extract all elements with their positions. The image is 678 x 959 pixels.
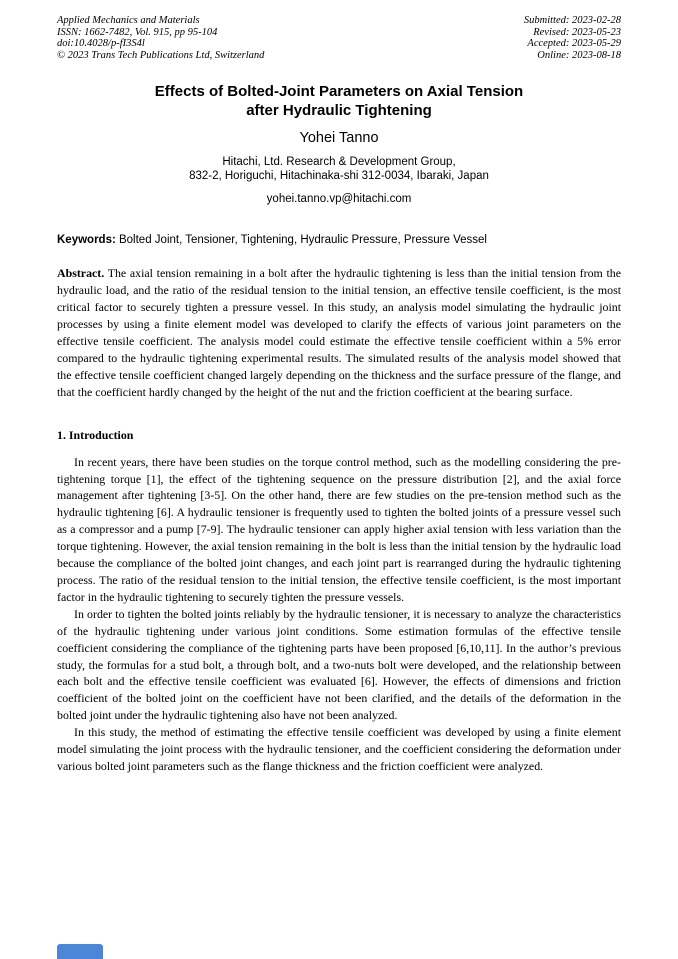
intro-paragraph-2: In order to tighten the bolted joints reliably by the hydraulic tensioner, it is necessary to analyze the characteristics of the hydraulic tightening under various joint conditions. Some estimation formulas of the effective tensile coefficient considering the compliance of the tightening parts have been proposed [6,10,11]. In the author’s previous study, the formulas for a stud bolt, a through bolt, and a two-nuts bolt were developed, and the relationship between each bolt and the effective tensile coefficient was evaluated [6]. However, the effects of dimensions and friction coefficient of the bolted joint on the coefficient have not been clarified, and the details of the deformation in the bolted joint under the hydraulic tightening also have not been analyzed.: [57, 606, 621, 723]
affiliation-line2: 832-2, Horiguchi, Hitachinaka-shi 312-0034, Ibaraki, Japan: [189, 170, 489, 183]
author-affiliation: [57, 155, 621, 183]
date-revised: Revised: 2023-05-23: [533, 26, 621, 38]
intro-paragraph-1: In recent years, there have been studies on the torque control method, such as the modelling considering the pre-tightening torque [1], the effect of the tightening sequence on the pressure distribution [2], and the axial force management after tightening [3-5]. On the other hand, there are few studies on the pre-tension method such as the hydraulic tightening [6]. A hydraulic tensioner is frequently used to tighten the bolted joints of a pressure vessel such as a compressor and a pump [7-9]. The hydraulic tensioner can apply higher axial tension with less variation than the torque tightening. However, the axial tension remaining in the bolt is less than the initial tension by the hydraulic load because the compliance of the bolted joint changes, and each joint part is rearranged during the hydraulic tightening process. The ratio of the residual tension to the initial tension, the effective tensile coefficient, is the most important factor in the hydraulic tightening to securely tighten the pressure vessels.: [57, 454, 621, 604]
date-online: Online: 2023-08-18: [537, 49, 621, 61]
author-name: Yohei Tanno: [299, 130, 379, 147]
keywords-text: Bolted Joint, Tensioner, Tightening, Hydraulic Pressure, Pressure Vessel: [115, 234, 487, 247]
affiliation-line1: Hitachi, Ltd. Research & Development Group,: [222, 156, 456, 169]
date-submitted: Submitted: 2023-02-28: [523, 15, 621, 26]
date-accepted: Accepted: 2023-05-29: [527, 38, 621, 50]
paper-title-line1: Effects of Bolted-Joint Parameters on Axial Tension: [154, 83, 524, 101]
abstract-text: The axial tension remaining in a bolt after the hydraulic tightening is less than the initial tension from the hydraulic load, and the ratio of the residual tension to the initial tension, an effective tensile coefficient, is the most critical factor to securely tighten a pressure vessel. In this study, an analysis model simulating the hydraulic joint processes by using a finite element model was developed to clarify the effects of various joint parameters on the effective tensile coefficient. The analysis model could estimate the effective tensile coefficient within a 5% error compared to the hydraulic tightening experimental results. The simulated results of the analysis model showed that the effective tensile coefficient changed largely depending on the thickness and the surface pressure of the flange, and that the coefficient hardly changed by the height of the nut and the friction coefficient at the bearing surface.: [57, 266, 621, 399]
paper-title-line2: after Hydraulic Tightening: [246, 102, 432, 120]
section-heading-introduction: 1. Introduction: [57, 427, 134, 442]
author-email: yohei.tanno.vp@hitachi.com: [266, 193, 412, 206]
journal-copyright: © 2023 Trans Tech Publications Ltd, Switzerland: [57, 49, 265, 61]
keywords-label: Keywords:: [57, 234, 116, 247]
journal-issn-volume: ISSN: 1662-7482, Vol. 915, pp 95-104: [57, 26, 218, 38]
intro-paragraph-3: In this study, the method of estimating the effective tensile coefficient was developed by using a finite element model simulating the joint process with the hydraulic tensioner, and the coefficient considering the deformation under various bolted joint parameters such as the flange thickness and the friction coefficient were analyzed.: [57, 725, 621, 773]
journal-name: Applied Mechanics and Materials: [57, 15, 200, 26]
journal-meta-left: [57, 15, 264, 61]
keywords-line: [57, 233, 621, 248]
abstract-label: Abstract.: [57, 266, 105, 281]
journal-meta-right: [524, 15, 621, 61]
paper-title: [57, 82, 621, 120]
partial-blue-button[interactable]: [57, 944, 103, 959]
journal-doi: doi:10.4028/p-fI3S4l: [57, 38, 145, 50]
journal-header: [57, 15, 621, 61]
abstract-paragraph: [57, 265, 621, 400]
